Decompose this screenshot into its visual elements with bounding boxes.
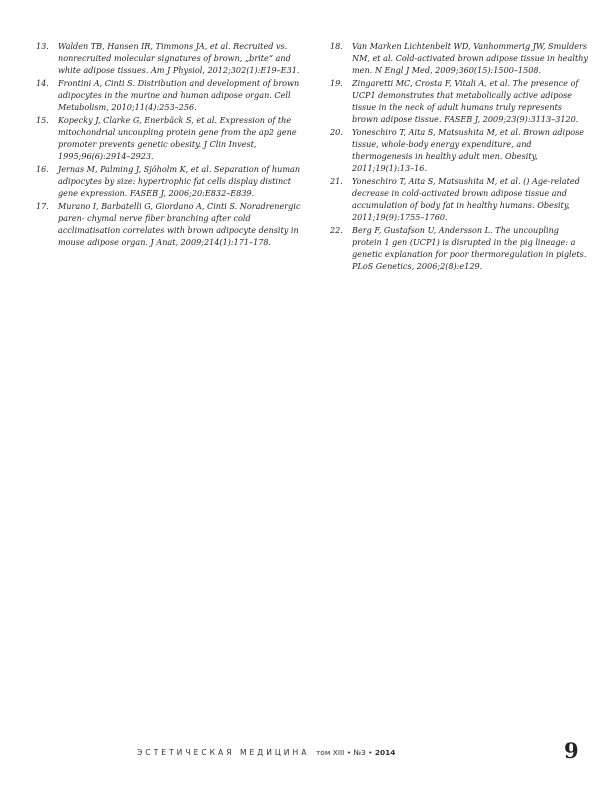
issue-info <box>316 748 395 757</box>
reference-item <box>330 126 588 174</box>
reference-text: Jernas M, Palming J, Sjöholm K, et al. Separation of human adipocytes by size: hypertrophic fat cells display distinct gene expression. FASEB J, 2006;20:E832–E839. <box>58 164 301 198</box>
reference-text: Walden TB, Hansen IR, Timmons JA, et al. Recruited vs. nonrecruited molecular signatures of brown, „brite“ and white adipose tissues. Am J Physiol, 2012;302(1):E19–E31. <box>58 41 300 75</box>
reference-item <box>330 224 588 272</box>
reference-item <box>36 200 310 248</box>
reference-list-right <box>330 40 588 272</box>
reference-text: Kopecky J, Clarke G, Enerbäck S, et al. Expression of the mitochondrial uncoupling protein gene from the ap2 gene promoter prevents genetic obesity. J Clin Invest, 1995;96(6):2914–2923. <box>58 115 297 161</box>
reference-number: 13. <box>36 41 49 51</box>
journal-title: ЭСТЕТИЧЕСКАЯ МЕДИЦИНА <box>137 748 310 757</box>
references-column-left <box>36 40 310 249</box>
reference-number: 16. <box>36 164 49 174</box>
reference-number: 14. <box>36 78 49 88</box>
reference-text: Yoneschiro T, Aita S, Matsushita M, et al. () Age-related decrease in cold-activated brown adipose tissue and accumulation of body fat in healthy humans. Obesity, 2011;19(9):1755–1760. <box>352 176 580 222</box>
reference-number: 17. <box>36 201 49 211</box>
issue-volume: том XIII • №3 • <box>316 748 373 757</box>
reference-item <box>36 114 310 162</box>
reference-number: 18. <box>330 41 343 51</box>
reference-item <box>36 163 310 199</box>
reference-text: Murano I, Barbatelli G, Giordano A, Cinti S. Noradrenergic paren- chymal nerve fiber branching after cold acclimatisation correlates with brown adipocyte density in mouse adipose organ. J Anat, 2009;214(1):171–178. <box>58 201 301 247</box>
reference-item <box>36 77 310 113</box>
reference-text: Van Marken Lichtenbelt WD, Vanhommerig JW, Smulders NM, et al. Cold-activated brown adipose tissue in healthy men. N Engl J Med, 2009;360(15):1500–1508. <box>352 41 589 75</box>
reference-text: Yoneschiro T, Aita S, Matsushita M, et al. Brown adipose tissue, whole-body energy expenditure, and thermogenesis in healthy adult men. Obesity, 2011;19(1):13–16. <box>352 127 585 173</box>
reference-text: Zingaretti MC, Crosta F, Vitali A, et al. The presence of UCP1 demonstrates that metabolically active adipose tissue in the neck of adult humans truly represents brown adipose tissue. FASEB J, 2009;23(9):3113–3120. <box>352 78 579 124</box>
reference-item <box>330 77 588 125</box>
issue-year: 2014 <box>374 748 396 757</box>
reference-text: Berg F, Gustafson U, Andersson L. The uncoupling protein 1 gen (UCP1) is disrupted in the pig lineage: a genetic explanation for poor thermoregulation in piglets. PLoS Genetics, 2006;2(8):e129. <box>352 225 587 271</box>
reference-item <box>330 40 588 76</box>
reference-item <box>36 40 310 76</box>
reference-number: 22. <box>330 225 343 235</box>
reference-number: 19. <box>330 78 343 88</box>
reference-number: 15. <box>36 115 49 125</box>
reference-item <box>330 175 588 223</box>
reference-number: 21. <box>330 176 343 186</box>
reference-list-left <box>36 40 310 248</box>
page-number: 9 <box>564 738 579 763</box>
page-footer <box>0 738 616 778</box>
reference-text: Frontini A, Cinti S. Distribution and development of brown adipocytes in the murine and human adipose organ. Cell Metabolism, 2010;11(4):253–256. <box>58 78 300 112</box>
references-column-right <box>330 40 588 273</box>
reference-number: 20. <box>330 127 343 137</box>
